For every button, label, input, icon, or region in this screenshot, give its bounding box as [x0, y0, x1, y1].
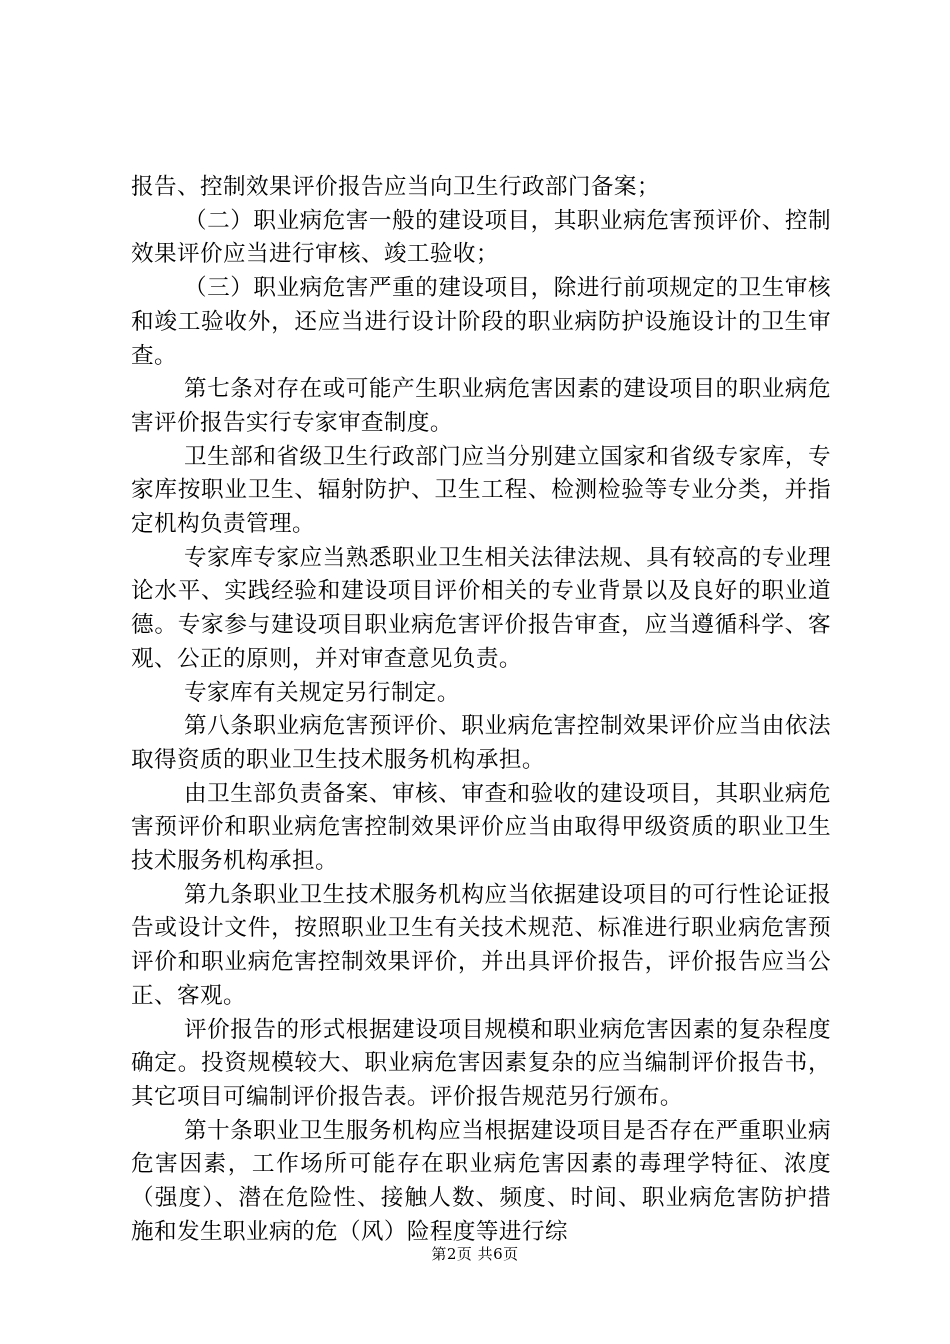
- paragraph-article-7: 第七条对存在或可能产生职业病危害因素的建设项目的职业病危害评价报告实行专家审查制度。: [131, 376, 831, 436]
- paragraph-expert-database: 卫生部和省级卫生行政部门应当分别建立国家和省级专家库，专家库按职业卫生、辐射防护、卫生工程、检测检验等专业分类，并指定机构负责管理。: [131, 443, 831, 538]
- paragraph-article-10: 第十条职业卫生服务机构应当根据建设项目是否存在严重职业病危害因素，工作场所可能存在职业病危害因素的毒理学特征、浓度（强度）、潜在危险性、接触人数、频度、时间、职业病危害防护措施和发生职业病的危（风）险程度等进行综: [131, 1117, 831, 1245]
- paragraph-expert-rules: 专家库有关规定另行制定。: [184, 679, 460, 706]
- paragraph-class-a-qualification: 由卫生部负责备案、审核、审查和验收的建设项目，其职业病危害预评价和职业病危害控制效果评价应当由取得甲级资质的职业卫生技术服务机构承担。: [131, 780, 831, 875]
- page-number-footer: 第2页 共6页: [431, 1245, 519, 1263]
- paragraph-article-9: 第九条职业卫生技术服务机构应当依据建设项目的可行性论证报告或设计文件，按照职业卫生有关技术规范、标准进行职业病危害预评价和职业病危害控制效果评价，并出具评价报告，评价报告应当公正、客观。: [131, 881, 831, 1009]
- paragraph-expert-requirements: 专家库专家应当熟悉职业卫生相关法律法规、具有较高的专业理论水平、实践经验和建设项目评价相关的专业背景以及良好的职业道德。专家参与建设项目职业病危害评价报告审查，应当遵循科学、客观、公正的原则，并对审查意见负责。: [131, 544, 831, 672]
- paragraph-article-8: 第八条职业病危害预评价、职业病危害控制效果评价应当由依法取得资质的职业卫生技术服务机构承担。: [131, 713, 831, 773]
- paragraph-continuation: 报告、控制效果评价报告应当向卫生行政部门备案；: [131, 174, 660, 200]
- paragraph-item-3: （三）职业病危害严重的建设项目，除进行前项规定的卫生审核和竣工验收外，还应当进行设计阶段的职业病防护设施设计的卫生审查。: [131, 275, 831, 369]
- paragraph-item-2: （二）职业病危害一般的建设项目，其职业病危害预评价、控制效果评价应当进行审核、竣工验收；: [131, 207, 831, 268]
- document-body: [131, 171, 831, 1250]
- paragraph-report-form: 评价报告的形式根据建设项目规模和职业病危害因素的复杂程度确定。投资规模较大、职业病危害因素复杂的应当编制评价报告书，其它项目可编制评价报告表。评价报告规范另行颁布。: [131, 1016, 831, 1110]
